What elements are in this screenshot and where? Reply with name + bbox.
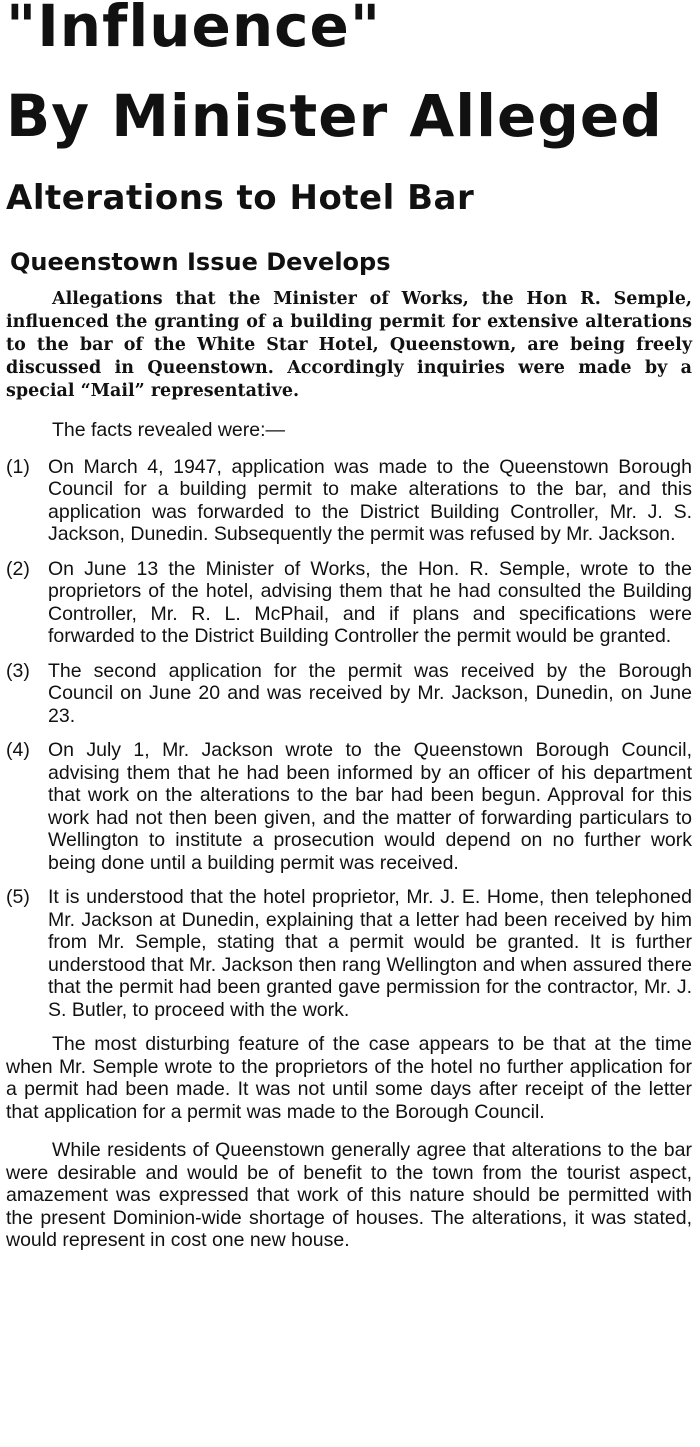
subheading-queenstown: Queenstown Issue Develops xyxy=(10,248,391,276)
facts-list xyxy=(6,456,692,1022)
list-item xyxy=(6,456,692,546)
item-number: (5) xyxy=(6,886,30,908)
item-number: (2) xyxy=(6,557,30,580)
list-item xyxy=(6,660,692,728)
paragraph-residents: While residents of Queenstown generally agree that alterations to the bar were desirable and would be of benefit to the town from the tourist aspect, amazement was expressed that work of this nature should be permitted with the present Dominion-wide shortage of houses. The alterations, it was stated, would represent in cost one new house. xyxy=(6,1139,692,1251)
item-number: (3) xyxy=(6,659,30,682)
headline-line-2: By Minister Alleged xyxy=(6,82,663,150)
paragraph-disturbing-feature: The most disturbing feature of the case appears to be that at the time when Mr. Semple wrote to the proprietors of the hotel no further application for a permit had been made. It was not until some days after receipt of the letter that application for a permit was made to the Borough Council. xyxy=(6,1033,692,1123)
lead-paragraph: Allegations that the Minister of Works, the Hon R. Semple, influenced the granting of a building permit for extensive alterations to the bar of the White Star Hotel, Queenstown, are being freely discussed in Queenstown. Accordingly inquiries were made by a special “Mail” representative. xyxy=(6,289,692,401)
list-item xyxy=(6,558,692,648)
list-item xyxy=(6,739,692,874)
item-text: The second application for the permit was received by the Borough Council on June 20 and was received by Mr. Jackson, Dunedin, on June 23. xyxy=(48,659,692,727)
item-text: It is understood that the hotel proprietor, Mr. J. E. Home, then telephoned Mr. Jackson at Dunedin, explaining that a letter had been received by him from Mr. Semple, stating that a permit would be granted. It is further understood that Mr. Jackson then rang Wellington and when assured there that the permit had been granted gave permission for the contractor, Mr. J. S. Butler, to proceed with the work. xyxy=(48,886,692,1021)
list-item xyxy=(6,886,692,1021)
item-number: (1) xyxy=(6,455,30,478)
item-text: On March 4, 1947, application was made to the Queenstown Borough Council for a building permit to make alterations to the bar, and this application was forwarded to the District Building Controller, Mr. J. S. Jackson, Dunedin. Subsequently the permit was refused by Mr. Jackson. xyxy=(48,455,692,545)
facts-intro: The facts revealed were:— xyxy=(52,419,286,441)
subheading-alterations: Alterations to Hotel Bar xyxy=(6,178,475,218)
item-text: On July 1, Mr. Jackson wrote to the Queenstown Borough Council, advising them that he had been informed by an officer of his department that work on the alterations to the bar had been begun. Approval for this work had not then been given, and the matter of forwarding particulars to Wellington to institute a prosecution would depend on no further work being done until a building permit was received. xyxy=(48,739,692,874)
item-text: On June 13 the Minister of Works, the Hon. R. Semple, wrote to the proprietors of the hotel, advising them that he had consulted the Building Controller, Mr. R. L. McPhail, and if plans and specifications were forwarded to the District Building Controller the permit would be granted. xyxy=(48,557,692,647)
item-number: (4) xyxy=(6,739,30,761)
headline-line-1: "Influence" xyxy=(6,0,382,60)
